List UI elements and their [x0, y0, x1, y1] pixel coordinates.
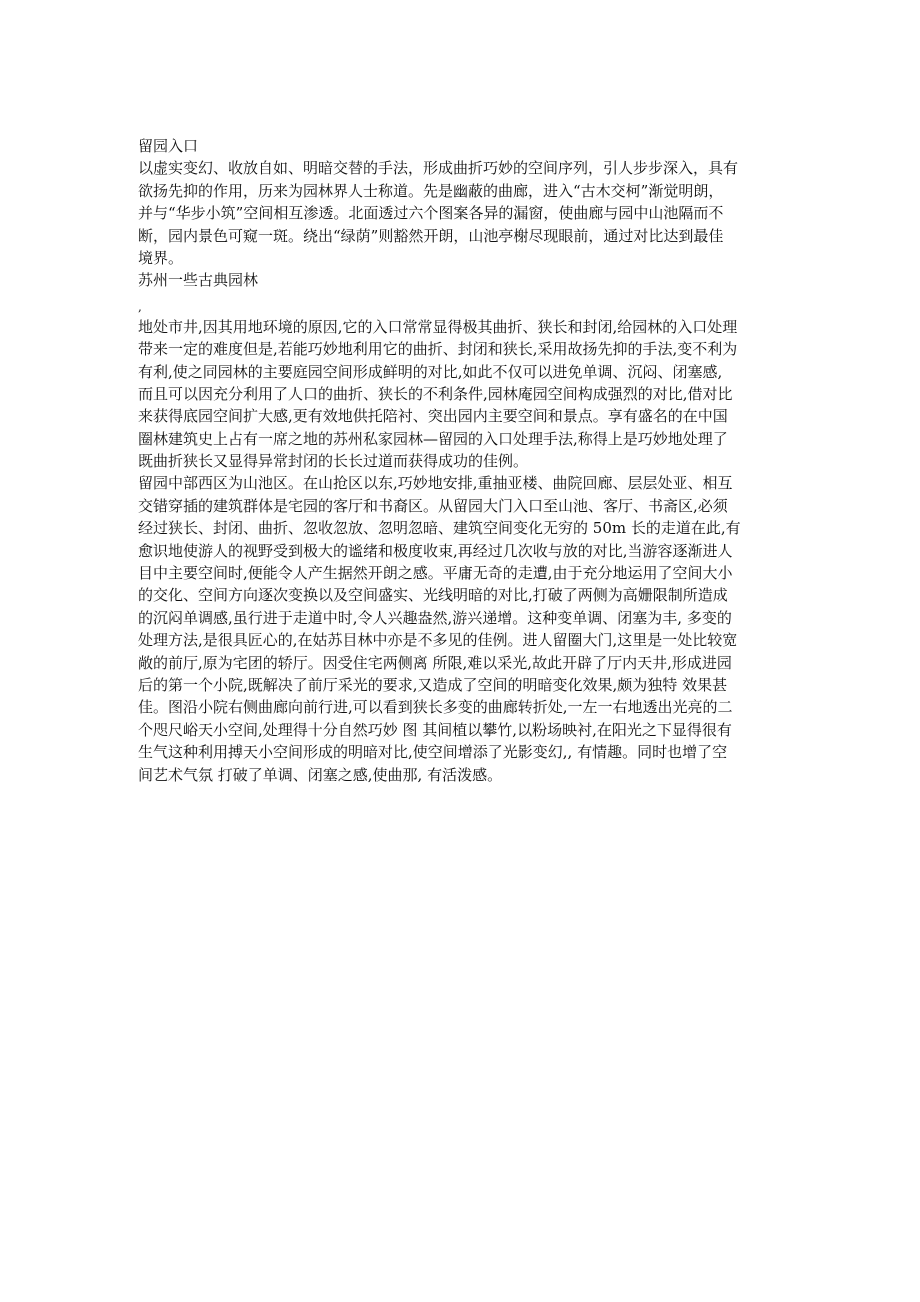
body-line: 境界。: [138, 248, 184, 267]
body-line: 的交化、空间方向逐次变换以及空间盛实、光线明暗的对比,打破了两侧为高姗限制所造成: [138, 586, 728, 605]
body-line: 而且可以因充分利用了人口的曲折、狭长的不利条件,园林庵园空间构成强烈的对比,借对比: [138, 384, 733, 403]
body-line: 后的第一个小院,既解决了前厅采光的要求,又造成了空间的明暗变化效果,颇为独特 效果甚: [138, 675, 728, 694]
body-line: 愈识地使游人的视野受到极大的谧绪和极度收束,再经过几次收与放的对比,当游容逐渐进人: [138, 541, 733, 560]
section-heading: 苏州一些古典园林: [138, 271, 259, 290]
body-line: 断，园内景色可窥一斑。绕出“绿荫”则豁然开朗，山池亭榭尽现眼前，通过对比达到最佳: [138, 226, 724, 245]
body-line: 来获得底园空间扩大感,更有效地供托陪衬、突出园内主要空间和景点。享有盛名的在中国: [138, 407, 728, 426]
stray-comma: ,: [138, 299, 142, 314]
body-line: 个咫尺峪天小空间,处理得十分自然巧妙 图 其间植以攀竹,以粉场映衬,在阳光之下显得很有: [138, 720, 732, 739]
body-line: 并与“华步小筑”空间相互渗透。北面透过六个图案各异的漏窗，使曲廊与园中山池隔而不: [138, 204, 724, 223]
body-line: 经过狭长、封闭、曲折、忽收忽放、忽明忽暗、建筑空间变化无穷的 50m 长的走道在此,有: [138, 519, 741, 538]
body-line: 以虚实变幻、收放自如、明暗交替的手法，形成曲折巧妙的空间序列，引人步步深入，具有: [138, 159, 739, 178]
body-line: 处理方法,是很具匠心的,在姑苏目林中亦是不多见的佳例。进人留圈大门,这里是一处比较宽: [138, 631, 738, 650]
body-line: 地处市井,因其用地环境的原因,它的入口常常显得极其曲折、狭长和封闭,给园林的入口处理: [138, 317, 738, 336]
body-line: 圈林建筑史上占有一席之地的苏州私家园林—留园的入口处理手法,称得上是巧妙地处理了: [138, 429, 728, 448]
section-body: [138, 316, 783, 786]
body-line: 欲扬先抑的作用，历来为园林界人士称道。先是幽蔽的曲廊，进入“古木交柯”渐觉明朗，: [138, 181, 724, 200]
body-line: 生气这种利用搏天小空间形成的明暗对比,使空间增添了光影变幻,, 有情趣。同时也增了空: [138, 743, 728, 762]
body-line: 既曲折狭长又显得异常封闭的长长过道而获得成功的佳例。: [138, 452, 529, 471]
body-line: 有利,使之同园林的主要庭园空间形成鲜明的对比,如此不仅可以进免单调、沉闷、闭塞感,: [138, 362, 723, 381]
body-line: 佳。图沿小院右侧曲廊向前行进,可以看到狭长多变的曲廊转折处,一左一右地透出光亮的二: [138, 698, 733, 717]
body-line: 间艺术气氛 打破了单调、闭塞之感,使曲那, 有活泼感。: [138, 765, 503, 784]
body-line: 交错穿插的建筑群体是宅园的客厅和书裔区。从留园大门入口至山池、客厅、书斋区,必须: [138, 496, 728, 515]
body-line: 留园中部西区为山池区。在山抢区以东,巧妙地安排,重抽亚楼、曲院回廊、层层处亚、相互: [138, 474, 733, 493]
section-intro: [138, 135, 783, 292]
document-page: [138, 135, 783, 786]
body-line: 的沉闷单调感,虽行进于走道中时,令人兴趣盎然,游兴递增。这种变单调、闭塞为丰, 多变的: [138, 608, 732, 627]
body-line: 目中主要空间时,便能令人产生据然开朗之感。平庸无奇的走遭,由于充分地运用了空间大小: [138, 564, 733, 583]
body-line: 敞的前厅,原为宅团的轿厅。因受住宅两侧离 所限,难以采光,故此开辟了厅内天井,形成进园: [138, 653, 732, 672]
section-heading: 留园入口: [138, 137, 199, 155]
body-line: 带来一定的难度但是,若能巧妙地利用它的曲折、封闭和狭长,采用故扬先抑的手法,变不利为: [138, 340, 738, 359]
